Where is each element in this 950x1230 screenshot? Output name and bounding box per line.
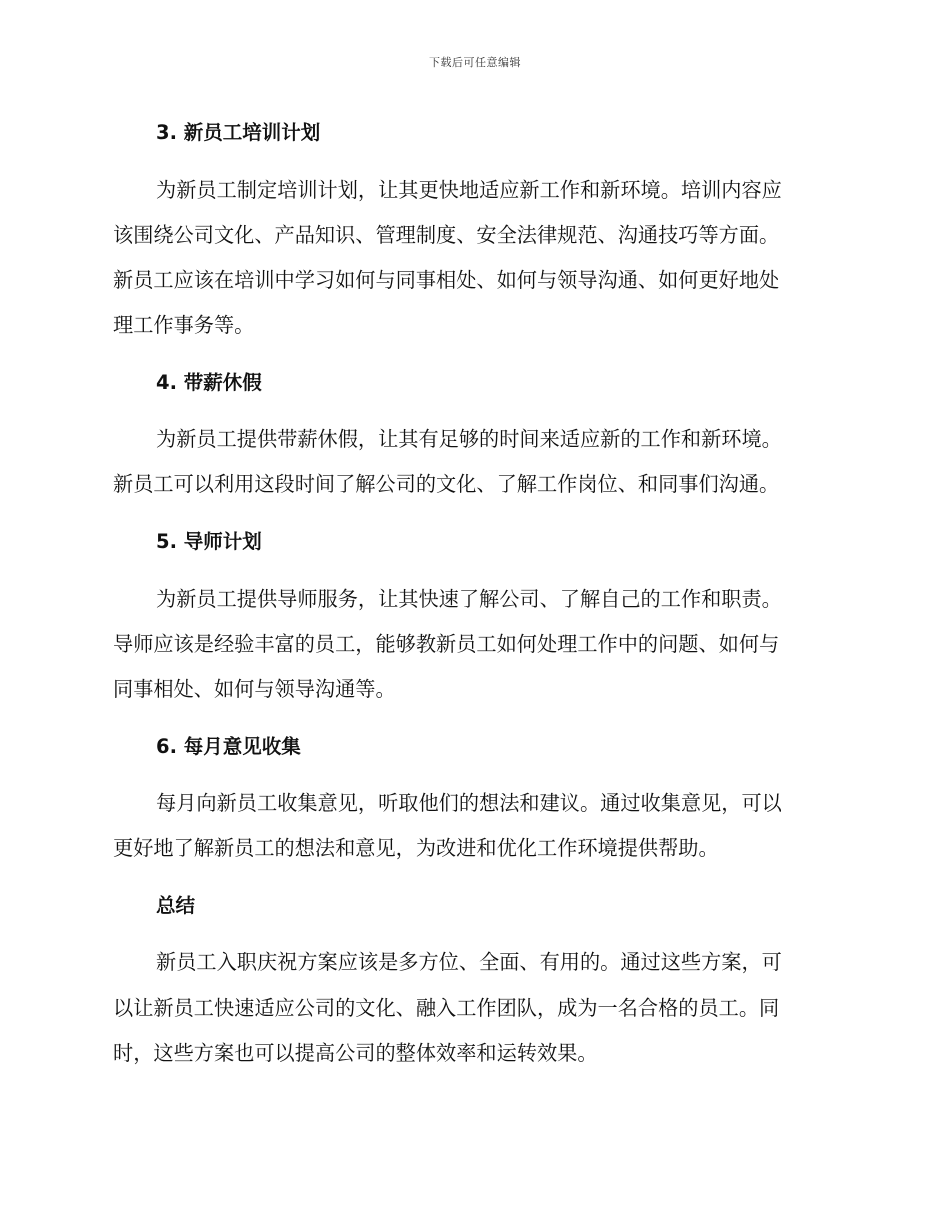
paragraph-line: 以让新员工快速适应公司的文化、融入工作团队，成为一名合格的员工。同 bbox=[113, 996, 780, 1020]
paragraph-line: 更好地了解新员工的想法和意见，为改进和优化工作环境提供帮助。 bbox=[113, 836, 719, 860]
paragraph-line: 导师应该是经验丰富的员工，能够教新员工如何处理工作中的问题、如何与 bbox=[113, 632, 780, 656]
paragraph-line: 为新员工提供导师服务，让其快速了解公司、了解自己的工作和职责。 bbox=[156, 587, 782, 611]
section-heading: 3. 新员工培训计划 bbox=[156, 121, 321, 144]
paragraph-line: 新员工入职庆祝方案应该是多方位、全面、有用的。通过这些方案，可 bbox=[156, 950, 782, 974]
paragraph-line: 每月向新员工收集意见，听取他们的想法和建议。通过收集意见，可以 bbox=[156, 791, 782, 815]
section-heading: 4. 带薪休假 bbox=[156, 371, 262, 394]
paragraph-line: 该围绕公司文化、产品知识、管理制度、安全法律规范、沟通技巧等方面。 bbox=[113, 223, 780, 247]
paragraph-line: 新员工可以利用这段时间了解公司的文化、了解工作岗位、和同事们沟通。 bbox=[113, 472, 780, 496]
paragraph-line: 理工作事务等。 bbox=[113, 313, 255, 337]
page-header: 下载后可任意编辑 bbox=[429, 56, 521, 69]
paragraph-line: 为新员工制定培训计划，让其更快地适应新工作和新环境。培训内容应 bbox=[156, 178, 782, 202]
section-heading: 总结 bbox=[156, 894, 196, 917]
paragraph-line: 时，这些方案也可以提高公司的整体效率和运转效果。 bbox=[113, 1041, 598, 1065]
section-heading: 6. 每月意见收集 bbox=[156, 735, 301, 758]
paragraph-line: 为新员工提供带薪休假，让其有足够的时间来适应新的工作和新环境。 bbox=[156, 427, 782, 451]
section-heading: 5. 导师计划 bbox=[156, 530, 262, 553]
paragraph-line: 新员工应该在培训中学习如何与同事相处、如何与领导沟通、如何更好地处 bbox=[113, 268, 780, 292]
paragraph-line: 同事相处、如何与领导沟通等。 bbox=[113, 677, 396, 701]
